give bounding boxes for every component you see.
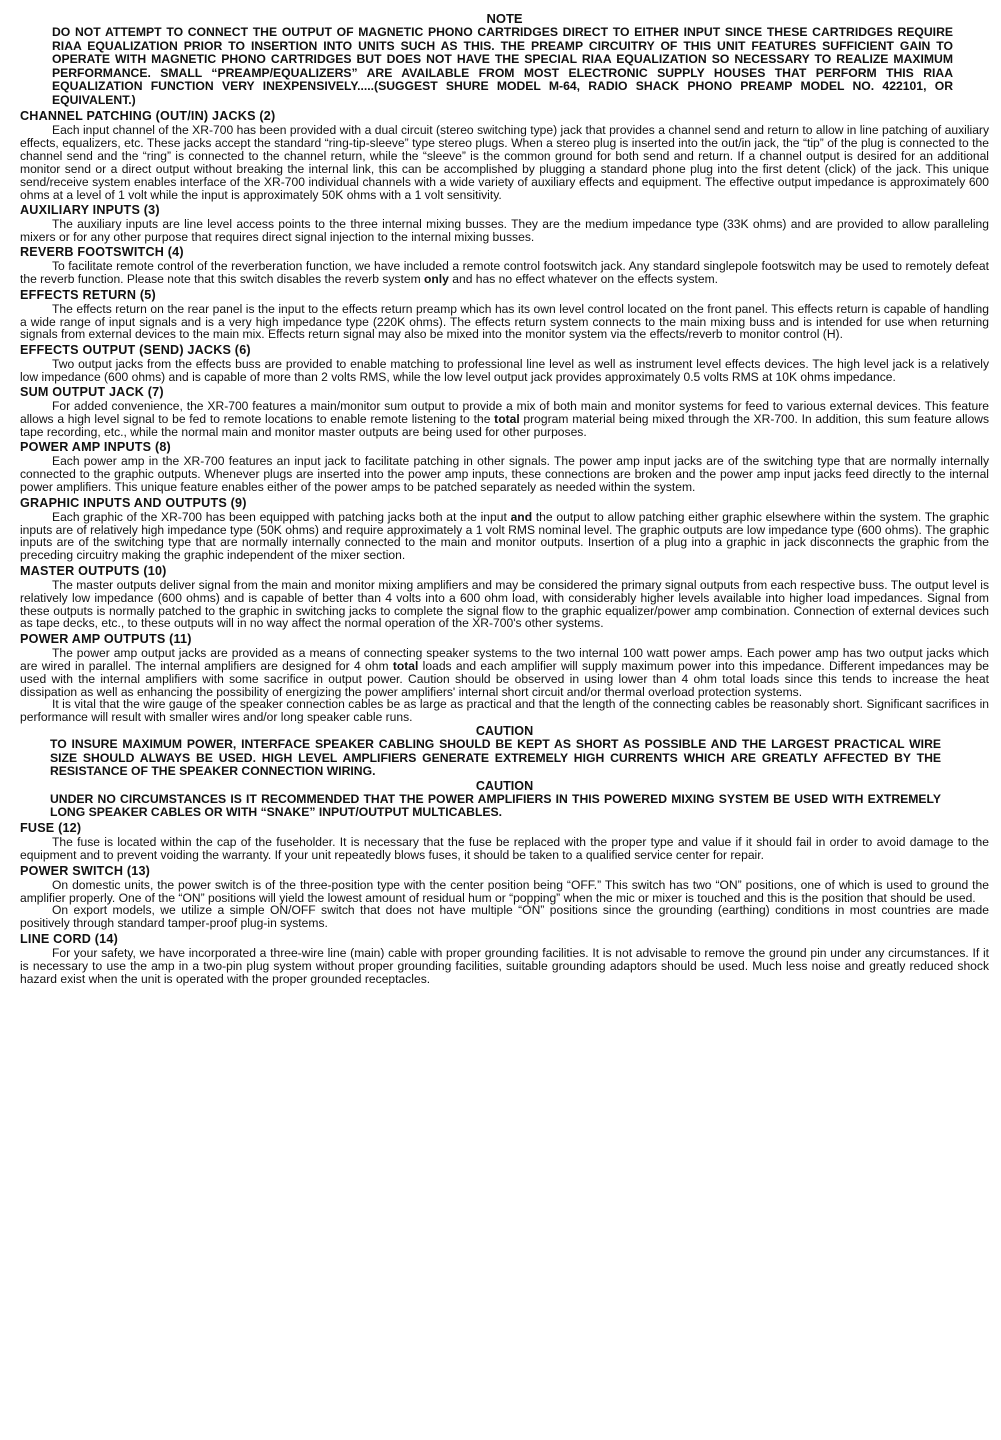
section-heading: REVERB FOOTSWITCH (4) [20, 245, 184, 260]
text-run: and has no effect whatever on the effects system. [448, 272, 719, 287]
text-run: For added convenience, the XR-700 features a main/monitor sum output to provide a mix of both main and monitor systems for feed to various external devices. This feature allows a high level signal to be fed to remote locations to enable remote listening to the [20, 399, 989, 427]
section-paragraph: The master outputs deliver signal from the main and monitor mixing amplifiers and may be considered the primary signal outputs from each respective buss. The output level is relatively low impedance (600 ohms) and is capable of better than 4 volts into a 600 ohm load, with considerably higher levels available into higher load impedances. Signal from these outputs is normally patched to the graphic in switching jacks to complete the signal flow to the graphic equalizer/power amp combination. Connection of external devices such as tape decks, etc., to these outputs will in no way affect the normal operation of the XR-700's other systems. [20, 577, 989, 631]
section-heading: POWER AMP OUTPUTS (11) [20, 631, 192, 646]
text-run: To facilitate remote control of the reverberation function, we have included a remote control footswitch jack. Any standard singlepole footswitch may be used to remotely defeat the reverb function. Please note that this switch disables the reverb system [20, 259, 989, 287]
caution-title: CAUTION [475, 724, 534, 739]
text-run: the output to allow patching either graphic elsewhere within the system. The graphic inputs are of relatively high impedance type (50K ohms) and require approximately a 1 volt RMS nominal level. The graphic outputs are low impedance type (600 ohms). The graphic inputs are of the switching type that are normally internally connected to the main and monitor outputs. Insertion of a plug into a graphic in jack disconnects the graphic from the preceding circuitry making the graphic independent of the mixer section. [20, 509, 989, 563]
section-paragraph: For your safety, we have incorporated a three-wire line (main) cable with proper grounding facilities. It is not advisable to remove the ground pin under any circumstances. If it is necessary to use the amp in a two-pin plug system without proper grounding facilities, suitable grounding adaptors should be used. Much less noise and greatly reduced shock hazard exist when the unit is operated with the proper grounded receptacles. [20, 945, 989, 986]
section-effects-output [20, 343, 989, 384]
section-heading: GRAPHIC INPUTS AND OUTPUTS (9) [20, 495, 247, 510]
section-paragraph: On export models, we utilize a simple ON/OFF switch that does not have multiple “ON” positions since the grounding (earthing) conditions in most countries are made positively through standard tamper-proof plug-in systems. [20, 903, 989, 931]
section-auxiliary-inputs [20, 203, 989, 244]
emphasis-text: and [510, 509, 533, 524]
text-run: Each graphic of the XR-700 has been equipped with patching jacks both at the input [52, 509, 511, 524]
section-heading: CHANNEL PATCHING (OUT/IN) JACKS (2) [20, 109, 276, 124]
section-paragraph: The auxiliary inputs are line level access points to the three internal mixing busses. They are the medium impedance type (33K ohms) and are provided to allow paralleling mixers or for any other purpose that requires direct signal injection to the internal mixing busses. [20, 217, 989, 244]
caution-text: UNDER NO CIRCUMSTANCES IS IT RECOMMENDED THAT THE POWER AMPLIFIERS IN THIS POWERED MIXING SYSTEM BE USED WITH EXTREMELY LONG SPEAKER CABLES OR WITH “SNAKE” INPUT/OUTPUT MULTICABLES. [50, 791, 941, 820]
section-paragraph [20, 511, 989, 563]
section-fuse [20, 821, 989, 862]
section-paragraph: The effects return on the rear panel is the input to the effects return preamp which has its own level control located on the front panel. This effects return is capable of handling a wide range of input signals and is a very high impedance type (220K ohms). The effects return system connects to the main mixing buss and is intended for use when returning signals from external devices to the main mix. Effects return signal may also be mixed into the monitor system via the effects/reverb to monitor control (H). [20, 301, 989, 342]
section-paragraph: Each input channel of the XR-700 has been provided with a dual circuit (stereo switching type) jack that provides a channel send and return to allow in line patching of auxiliary effects, equalizers, etc. These jacks accept the standard “ring-tip-sleeve” type stereo plugs. When a stereo plug is inserted into the out/in jack, the “tip” of the plug is connected to the channel send and the “ring” is connected to the channel return, while the “sleeve” is the common ground for both send and return. If a channel output is desired for an additional monitor send or a direct output without breaking the internal link, this can be accomplished by plugging a standard phone plug into the first detent (click) of the jack. This unique send/receive system enables interface of the XR-700 individual channels with a wide variety of auxiliary effects and equipment. The effective output impedance is approximately 600 ohms at a level of 1 volt while the input is approximately 50K ohms with a 1 volt sensitivity. [20, 123, 989, 202]
section-heading: SUM OUTPUT JACK (7) [20, 385, 164, 400]
section-master-outputs [20, 564, 989, 631]
note-block [20, 12, 989, 108]
section-paragraph: On domestic units, the power switch is of the three-position type with the center position being “OFF.” This switch has two “ON” positions, one of which is used to ground the amplifier properly. One of the “ON” positions will yield the lowest amount of residual hum or “popping” when the mic or mixer is touched and this is the position that should be used. [20, 877, 989, 905]
section-paragraph: Two output jacks from the effects buss are provided to enable matching to professional line level as well as instrument level effects devices. The high level jack is a relatively low impedance (600 ohms) and is capable of more than 2 volts RMS, while the low level output jack provides approximately 0.5 volts RMS at 10K ohms impedance. [20, 356, 989, 384]
section-paragraph: The fuse is located within the cap of the fuseholder. It is necessary that the fuse be replaced with the proper type and value if it should fail in order to avoid damage to the equipment and to prevent voiding the warranty. If your unit repeatedly blows fuses, it should be taken to a qualified service center for repair. [20, 835, 989, 863]
section-heading: MASTER OUTPUTS (10) [20, 563, 167, 578]
section-paragraph [20, 400, 989, 439]
section-power-switch [20, 864, 989, 931]
section-graphic-io [20, 496, 989, 563]
section-paragraph: It is vital that the wire gauge of the speaker connection cables be as large as practical and that the length of the connecting cables be reasonably short. Significant sacrifices in performance will result with smaller wires and/or long speaker cable runs. [20, 697, 989, 725]
section-effects-return [20, 288, 989, 342]
emphasis-text: total [392, 658, 419, 673]
section-paragraph [20, 647, 989, 699]
section-paragraph: Each power amp in the XR-700 features an input jack to facilitate patching in other signals. The power amp input jacks are of the switching type that are normally internally connected to the graphic outputs. Whenever plugs are inserted into the power amp inputs, these connections are broken and the power amp input jacks feed directly to the internal power amplifiers. This unique feature enables either of the power amps to be patched separately as needed within the system. [20, 454, 989, 495]
section-reverb-footswitch [20, 245, 989, 286]
emphasis-text: only [424, 272, 449, 287]
text-run: loads and each amplifier will supply maximum power into this impedance. Different impedances may be used with the internal amplifiers with some sacrifice in output power. Caution should be observed in using lower than 4 ohm total loads since this tends to increase the heat dissipation as well as enhancing the possibility of energizing the power amplifiers' internal short circuit and/or thermal overload protection systems. [20, 658, 989, 699]
section-heading: POWER SWITCH (13) [20, 863, 151, 878]
section-heading: AUXILIARY INPUTS (3) [20, 203, 160, 217]
section-power-amp-inputs [20, 440, 989, 494]
section-line-cord [20, 932, 989, 986]
emphasis-text: total [494, 412, 520, 427]
caution-title: CAUTION [475, 778, 534, 793]
section-power-amp-outputs [20, 632, 989, 724]
section-heading: EFFECTS OUTPUT (SEND) JACKS (6) [20, 342, 251, 357]
caution-block [20, 779, 989, 820]
section-channel-patching [20, 109, 989, 201]
text-run: program material being mixed through the XR-700. In addition, this sum feature allows tape recording, etc., while the normal main and monitor master outputs are being used for other purposes. [20, 412, 989, 439]
section-heading: LINE CORD (14) [20, 931, 118, 946]
section-heading: POWER AMP INPUTS (8) [20, 440, 171, 455]
note-title: NOTE [486, 11, 523, 26]
section-sum-output [20, 385, 989, 439]
caution-block [20, 724, 989, 779]
caution-text: TO INSURE MAXIMUM POWER, INTERFACE SPEAKER CABLING SHOULD BE KEPT AS SHORT AS POSSIBLE AND THE LARGEST PRACTICAL WIRE SIZE SHOULD ALWAYS BE USED. HIGH LEVEL AMPLIFIERS GENERATE EXTREMELY HIGH CURRENTS WHICH ARE GREATLY AFFECTED BY THE RESISTANCE OF THE SPEAKER CONNECTION WIRING. [50, 737, 941, 779]
note-text: DO NOT ATTEMPT TO CONNECT THE OUTPUT OF MAGNETIC PHONO CARTRIDGES DIRECT TO EITHER INPUT SINCE THESE CARTRIDGES REQUIRE RIAA EQUALIZATION PRIOR TO INSERTION INTO UNITS SUCH AS THIS. THE PREAMP CIRCUITRY OF THIS UNIT FEATURES SUFFICIENT GAIN TO OPERATE WITH MAGNETIC PHONO CARTRIDGES BUT DOES NOT HAVE THE SPECIAL RIAA EQUALIZATION SO NECESSARY TO REALIZE MAXIMUM PERFORMANCE. SMALL “PREAMP/EQUALIZERS” ARE AVAILABLE FROM MOST ELECTRONIC SUPPLY HOUSES THAT PERFORM THIS RIAA EQUALIZATION FUNCTION VERY INEXPENSIVELY.....(SUGGEST SHURE MODEL M-64, RADIO SHACK PHONO PREAMP MODEL NO. 422101, OR EQUIVALENT.) [52, 25, 953, 107]
section-paragraph [20, 260, 989, 286]
text-run: The power amp output jacks are provided as a means of connecting speaker systems to the two internal 100 watt power amps. Each power amp has two output jacks which are wired in parallel. The internal amplifiers are designed for 4 ohm [20, 645, 989, 673]
section-heading: FUSE (12) [20, 821, 82, 836]
section-heading: EFFECTS RETURN (5) [20, 287, 156, 302]
